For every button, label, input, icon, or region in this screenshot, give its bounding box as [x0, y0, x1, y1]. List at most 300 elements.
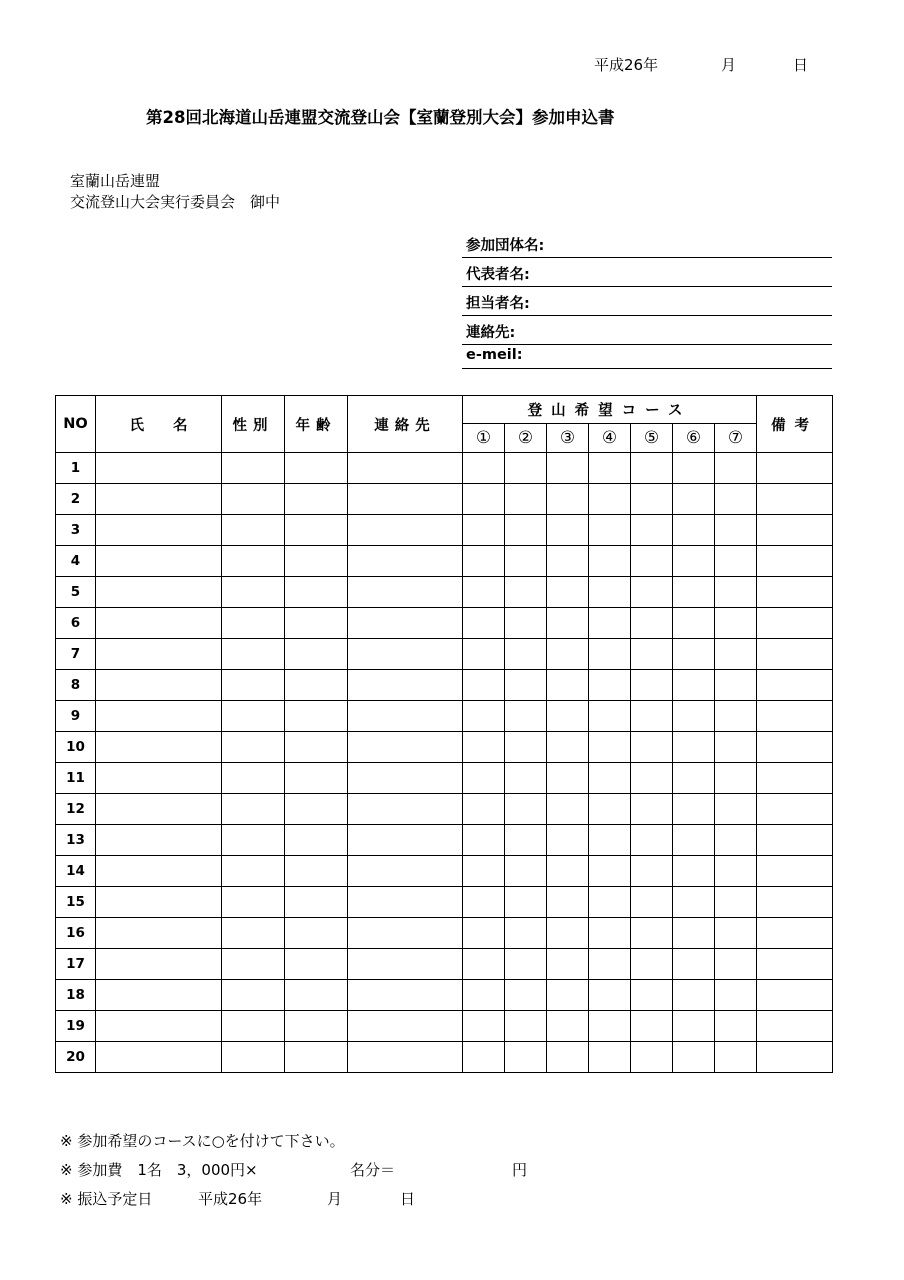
gender-cell[interactable] — [222, 887, 285, 918]
remarks-cell[interactable] — [757, 608, 833, 639]
course-6-cell[interactable] — [673, 1011, 715, 1042]
course-3-cell[interactable] — [547, 639, 589, 670]
course-6-cell[interactable] — [673, 949, 715, 980]
age-cell[interactable] — [285, 980, 348, 1011]
course-1-cell[interactable] — [463, 825, 505, 856]
course-1-cell[interactable] — [463, 887, 505, 918]
remarks-cell[interactable] — [757, 453, 833, 484]
contact-cell[interactable] — [348, 949, 463, 980]
course-6-cell[interactable] — [673, 670, 715, 701]
gender-cell[interactable] — [222, 856, 285, 887]
course-3-cell[interactable] — [547, 577, 589, 608]
email-field[interactable] — [462, 342, 832, 369]
course-6-cell[interactable] — [673, 577, 715, 608]
course-2-cell[interactable] — [505, 515, 547, 546]
table-row — [56, 1042, 833, 1073]
course-2-cell[interactable] — [505, 856, 547, 887]
group-name-field[interactable] — [462, 229, 832, 258]
name-cell[interactable] — [96, 453, 222, 484]
gender-cell[interactable] — [222, 1011, 285, 1042]
course-1-cell[interactable] — [463, 546, 505, 577]
course-2-cell[interactable] — [505, 608, 547, 639]
course-1-cell[interactable] — [463, 453, 505, 484]
course-5-cell[interactable] — [631, 515, 673, 546]
gender-cell[interactable] — [222, 453, 285, 484]
course-1-cell[interactable] — [463, 670, 505, 701]
contact-cell[interactable] — [348, 732, 463, 763]
name-cell[interactable] — [96, 732, 222, 763]
course-7-cell[interactable] — [715, 1011, 757, 1042]
course-6-cell[interactable] — [673, 732, 715, 763]
course-1-cell[interactable] — [463, 918, 505, 949]
gender-cell[interactable] — [222, 639, 285, 670]
row-number: 9 — [56, 701, 96, 732]
course-2: ② — [505, 424, 547, 453]
age-cell[interactable] — [285, 1042, 348, 1073]
name-cell[interactable] — [96, 825, 222, 856]
course-3-cell[interactable] — [547, 1011, 589, 1042]
course-5-cell[interactable] — [631, 577, 673, 608]
course-7-cell[interactable] — [715, 701, 757, 732]
table-row — [56, 794, 833, 825]
course-1-cell[interactable] — [463, 515, 505, 546]
course-3-cell[interactable] — [547, 732, 589, 763]
age-cell[interactable] — [285, 608, 348, 639]
name-cell[interactable] — [96, 918, 222, 949]
contact-cell[interactable] — [348, 856, 463, 887]
course-7-cell[interactable] — [715, 484, 757, 515]
course-7-cell[interactable] — [715, 918, 757, 949]
remarks-cell[interactable] — [757, 484, 833, 515]
contact-cell[interactable] — [348, 918, 463, 949]
course-7-cell[interactable] — [715, 856, 757, 887]
row-number: 14 — [56, 856, 96, 887]
course-5-cell[interactable] — [631, 856, 673, 887]
remarks-cell[interactable] — [757, 825, 833, 856]
course-7-cell[interactable] — [715, 453, 757, 484]
course-1-cell[interactable] — [463, 484, 505, 515]
course-4-cell[interactable] — [589, 763, 631, 794]
note-transfer-month: 月 — [327, 1190, 343, 1208]
course-5-cell[interactable] — [631, 701, 673, 732]
age-cell[interactable] — [285, 639, 348, 670]
gender-cell[interactable] — [222, 794, 285, 825]
course-5-cell[interactable] — [631, 918, 673, 949]
age-cell[interactable] — [285, 732, 348, 763]
row-number: 18 — [56, 980, 96, 1011]
addressee-committee: 交流登山大会実行委員会 御中 — [70, 193, 281, 211]
course-4-cell[interactable] — [589, 732, 631, 763]
course-6-cell[interactable] — [673, 918, 715, 949]
remarks-cell[interactable] — [757, 856, 833, 887]
name-cell[interactable] — [96, 794, 222, 825]
contact-cell[interactable] — [348, 515, 463, 546]
contact-cell[interactable] — [348, 701, 463, 732]
course-1-cell[interactable] — [463, 732, 505, 763]
form-title: 第28回北海道山岳連盟交流登山会【室蘭登別大会】参加申込書 — [146, 108, 615, 127]
age-cell[interactable] — [285, 887, 348, 918]
course-2-cell[interactable] — [505, 887, 547, 918]
course-1-cell[interactable] — [463, 856, 505, 887]
course-6-cell[interactable] — [673, 608, 715, 639]
contact-cell[interactable] — [348, 887, 463, 918]
email-label: e-meil: — [466, 347, 523, 363]
course-5-cell[interactable] — [631, 484, 673, 515]
gender-cell[interactable] — [222, 484, 285, 515]
course-2-cell[interactable] — [505, 794, 547, 825]
name-cell[interactable] — [96, 670, 222, 701]
name-cell[interactable] — [96, 763, 222, 794]
row-number: 7 — [56, 639, 96, 670]
course-6-cell[interactable] — [673, 825, 715, 856]
name-cell[interactable] — [96, 546, 222, 577]
course-7-cell[interactable] — [715, 949, 757, 980]
course-7-cell[interactable] — [715, 763, 757, 794]
age-cell[interactable] — [285, 918, 348, 949]
note-fee-currency: 円 — [512, 1161, 528, 1179]
course-2-cell[interactable] — [505, 825, 547, 856]
course-2-cell[interactable] — [505, 980, 547, 1011]
course-7-cell[interactable] — [715, 980, 757, 1011]
name-cell[interactable] — [96, 484, 222, 515]
course-4-cell[interactable] — [589, 577, 631, 608]
contact-cell[interactable] — [348, 608, 463, 639]
course-3-cell[interactable] — [547, 825, 589, 856]
date-day: 日 — [793, 56, 809, 74]
name-cell[interactable] — [96, 949, 222, 980]
course-1-cell[interactable] — [463, 1042, 505, 1073]
course-3-cell[interactable] — [547, 608, 589, 639]
remarks-cell[interactable] — [757, 918, 833, 949]
header-course: 登山希望コース — [463, 396, 757, 424]
note-fee-count-unit: 名分＝ — [350, 1161, 396, 1179]
remarks-cell[interactable] — [757, 1011, 833, 1042]
course-4-cell[interactable] — [589, 484, 631, 515]
remarks-cell[interactable] — [757, 794, 833, 825]
row-number: 6 — [56, 608, 96, 639]
course-3-cell[interactable] — [547, 980, 589, 1011]
course-5: ⑤ — [631, 424, 673, 453]
person-in-charge-field[interactable] — [462, 287, 832, 316]
course-7-cell[interactable] — [715, 608, 757, 639]
course-2-cell[interactable] — [505, 639, 547, 670]
course-1-cell[interactable] — [463, 763, 505, 794]
header-contact: 連絡先 — [348, 396, 463, 453]
gender-cell[interactable] — [222, 546, 285, 577]
row-number: 13 — [56, 825, 96, 856]
course-4-cell[interactable] — [589, 701, 631, 732]
course-1: ① — [463, 424, 505, 453]
course-3-cell[interactable] — [547, 484, 589, 515]
course-7-cell[interactable] — [715, 825, 757, 856]
course-4-cell[interactable] — [589, 794, 631, 825]
course-1-cell[interactable] — [463, 608, 505, 639]
note-course-instruction: ※ 参加希望のコースに○を付けて下さい。 — [60, 1132, 345, 1150]
name-cell[interactable] — [96, 1042, 222, 1073]
table-row — [56, 949, 833, 980]
age-cell[interactable] — [285, 453, 348, 484]
contact-cell[interactable] — [348, 670, 463, 701]
course-2-cell[interactable] — [505, 484, 547, 515]
course-5-cell[interactable] — [631, 1042, 673, 1073]
table-row — [56, 701, 833, 732]
representative-field[interactable] — [462, 258, 832, 287]
course-3-cell[interactable] — [547, 763, 589, 794]
table-row — [56, 608, 833, 639]
contact-field[interactable] — [462, 316, 832, 345]
remarks-cell[interactable] — [757, 980, 833, 1011]
course-6-cell[interactable] — [673, 639, 715, 670]
course-5-cell[interactable] — [631, 639, 673, 670]
table-row — [56, 546, 833, 577]
contact-cell[interactable] — [348, 1011, 463, 1042]
contact-cell[interactable] — [348, 825, 463, 856]
remarks-cell[interactable] — [757, 949, 833, 980]
course-4-cell[interactable] — [589, 546, 631, 577]
name-cell[interactable] — [96, 887, 222, 918]
contact-cell[interactable] — [348, 639, 463, 670]
course-2-cell[interactable] — [505, 763, 547, 794]
table-row — [56, 670, 833, 701]
gender-cell[interactable] — [222, 608, 285, 639]
gender-cell[interactable] — [222, 670, 285, 701]
contact-cell[interactable] — [348, 763, 463, 794]
age-cell[interactable] — [285, 670, 348, 701]
table-row — [56, 1011, 833, 1042]
course-7-cell[interactable] — [715, 546, 757, 577]
course-1-cell[interactable] — [463, 980, 505, 1011]
table-row — [56, 515, 833, 546]
course-2-cell[interactable] — [505, 949, 547, 980]
course-6-cell[interactable] — [673, 887, 715, 918]
course-7: ⑦ — [715, 424, 757, 453]
course-1-cell[interactable] — [463, 1011, 505, 1042]
course-5-cell[interactable] — [631, 453, 673, 484]
name-cell[interactable] — [96, 1011, 222, 1042]
remarks-cell[interactable] — [757, 670, 833, 701]
remarks-cell[interactable] — [757, 639, 833, 670]
row-number: 19 — [56, 1011, 96, 1042]
row-number: 20 — [56, 1042, 96, 1073]
age-cell[interactable] — [285, 546, 348, 577]
course-7-cell[interactable] — [715, 794, 757, 825]
course-6-cell[interactable] — [673, 856, 715, 887]
note-transfer-day: 日 — [400, 1190, 416, 1208]
course-4-cell[interactable] — [589, 918, 631, 949]
gender-cell[interactable] — [222, 763, 285, 794]
age-cell[interactable] — [285, 763, 348, 794]
contact-cell[interactable] — [348, 453, 463, 484]
table-row — [56, 980, 833, 1011]
course-2-cell[interactable] — [505, 577, 547, 608]
course-4-cell[interactable] — [589, 887, 631, 918]
course-3-cell[interactable] — [547, 794, 589, 825]
course-2-cell[interactable] — [505, 1011, 547, 1042]
course-7-cell[interactable] — [715, 732, 757, 763]
contact-cell[interactable] — [348, 484, 463, 515]
course-5-cell[interactable] — [631, 980, 673, 1011]
course-3-cell[interactable] — [547, 701, 589, 732]
contact-cell[interactable] — [348, 980, 463, 1011]
table-row — [56, 577, 833, 608]
course-2-cell[interactable] — [505, 453, 547, 484]
course-2-cell[interactable] — [505, 1042, 547, 1073]
course-4-cell[interactable] — [589, 856, 631, 887]
gender-cell[interactable] — [222, 980, 285, 1011]
note-fee: ※ 参加費 1名 3，000円× — [60, 1161, 258, 1179]
remarks-cell[interactable] — [757, 732, 833, 763]
row-number: 8 — [56, 670, 96, 701]
remarks-cell[interactable] — [757, 546, 833, 577]
representative-label: 代表者名: — [466, 267, 530, 283]
remarks-cell[interactable] — [757, 887, 833, 918]
course-1-cell[interactable] — [463, 701, 505, 732]
gender-cell[interactable] — [222, 918, 285, 949]
name-cell[interactable] — [96, 701, 222, 732]
course-3-cell[interactable] — [547, 546, 589, 577]
course-4-cell[interactable] — [589, 639, 631, 670]
course-3-cell[interactable] — [547, 453, 589, 484]
course-4-cell[interactable] — [589, 670, 631, 701]
course-7-cell[interactable] — [715, 515, 757, 546]
course-7-cell[interactable] — [715, 639, 757, 670]
gender-cell[interactable] — [222, 515, 285, 546]
age-cell[interactable] — [285, 825, 348, 856]
course-3-cell[interactable] — [547, 1042, 589, 1073]
course-4-cell[interactable] — [589, 1011, 631, 1042]
course-6-cell[interactable] — [673, 546, 715, 577]
contact-cell[interactable] — [348, 794, 463, 825]
course-1-cell[interactable] — [463, 794, 505, 825]
age-cell[interactable] — [285, 794, 348, 825]
gender-cell[interactable] — [222, 701, 285, 732]
gender-cell[interactable] — [222, 1042, 285, 1073]
course-5-cell[interactable] — [631, 763, 673, 794]
contact-cell[interactable] — [348, 577, 463, 608]
remarks-cell[interactable] — [757, 1042, 833, 1073]
course-6-cell[interactable] — [673, 515, 715, 546]
row-number: 2 — [56, 484, 96, 515]
course-7-cell[interactable] — [715, 887, 757, 918]
course-5-cell[interactable] — [631, 887, 673, 918]
contact-cell[interactable] — [348, 1042, 463, 1073]
table-header-row — [56, 396, 833, 424]
course-2-cell[interactable] — [505, 701, 547, 732]
course-5-cell[interactable] — [631, 825, 673, 856]
age-cell[interactable] — [285, 701, 348, 732]
name-cell[interactable] — [96, 515, 222, 546]
gender-cell[interactable] — [222, 732, 285, 763]
course-3-cell[interactable] — [547, 670, 589, 701]
date-year: 平成26年 — [594, 56, 659, 74]
age-cell[interactable] — [285, 577, 348, 608]
course-6-cell[interactable] — [673, 794, 715, 825]
row-number: 15 — [56, 887, 96, 918]
course-6-cell[interactable] — [673, 763, 715, 794]
course-5-cell[interactable] — [631, 794, 673, 825]
participant-table — [55, 395, 833, 1073]
course-5-cell[interactable] — [631, 670, 673, 701]
course-6: ⑥ — [673, 424, 715, 453]
course-5-cell[interactable] — [631, 546, 673, 577]
gender-cell[interactable] — [222, 825, 285, 856]
table-row — [56, 732, 833, 763]
course-2-cell[interactable] — [505, 670, 547, 701]
course-5-cell[interactable] — [631, 949, 673, 980]
row-number: 3 — [56, 515, 96, 546]
row-number: 16 — [56, 918, 96, 949]
remarks-cell[interactable] — [757, 701, 833, 732]
remarks-cell[interactable] — [757, 515, 833, 546]
gender-cell[interactable] — [222, 577, 285, 608]
gender-cell[interactable] — [222, 949, 285, 980]
course-4-cell[interactable] — [589, 608, 631, 639]
course-5-cell[interactable] — [631, 608, 673, 639]
course-5-cell[interactable] — [631, 732, 673, 763]
course-6-cell[interactable] — [673, 1042, 715, 1073]
course-7-cell[interactable] — [715, 670, 757, 701]
course-3-cell[interactable] — [547, 515, 589, 546]
row-number: 4 — [56, 546, 96, 577]
course-2-cell[interactable] — [505, 546, 547, 577]
course-1-cell[interactable] — [463, 639, 505, 670]
course-4-cell[interactable] — [589, 949, 631, 980]
table-row — [56, 856, 833, 887]
remarks-cell[interactable] — [757, 763, 833, 794]
age-cell[interactable] — [285, 515, 348, 546]
course-6-cell[interactable] — [673, 980, 715, 1011]
note-transfer-year: 平成26年 — [198, 1190, 263, 1208]
course-4-cell[interactable] — [589, 825, 631, 856]
name-cell[interactable] — [96, 856, 222, 887]
name-cell[interactable] — [96, 980, 222, 1011]
course-3-cell[interactable] — [547, 918, 589, 949]
course-4-cell[interactable] — [589, 980, 631, 1011]
group-name-label: 参加団体名: — [466, 238, 545, 254]
age-cell[interactable] — [285, 484, 348, 515]
name-cell[interactable] — [96, 577, 222, 608]
course-2-cell[interactable] — [505, 732, 547, 763]
course-1-cell[interactable] — [463, 949, 505, 980]
course-4-cell[interactable] — [589, 515, 631, 546]
course-3-cell[interactable] — [547, 856, 589, 887]
name-cell[interactable] — [96, 639, 222, 670]
row-number: 5 — [56, 577, 96, 608]
contact-label: 連絡先: — [466, 325, 516, 341]
course-6-cell[interactable] — [673, 453, 715, 484]
course-1-cell[interactable] — [463, 577, 505, 608]
course-3-cell[interactable] — [547, 887, 589, 918]
course-2-cell[interactable] — [505, 918, 547, 949]
course-7-cell[interactable] — [715, 577, 757, 608]
header-age: 年齢 — [285, 396, 348, 453]
addressee-org: 室蘭山岳連盟 — [70, 172, 161, 190]
course-3-cell[interactable] — [547, 949, 589, 980]
course-4-cell[interactable] — [589, 453, 631, 484]
contact-cell[interactable] — [348, 546, 463, 577]
note-transfer: ※ 振込予定日 — [60, 1190, 153, 1208]
course-6-cell[interactable] — [673, 701, 715, 732]
age-cell[interactable] — [285, 949, 348, 980]
age-cell[interactable] — [285, 856, 348, 887]
age-cell[interactable] — [285, 1011, 348, 1042]
course-7-cell[interactable] — [715, 1042, 757, 1073]
course-6-cell[interactable] — [673, 484, 715, 515]
remarks-cell[interactable] — [757, 577, 833, 608]
name-cell[interactable] — [96, 608, 222, 639]
course-5-cell[interactable] — [631, 1011, 673, 1042]
course-4-cell[interactable] — [589, 1042, 631, 1073]
